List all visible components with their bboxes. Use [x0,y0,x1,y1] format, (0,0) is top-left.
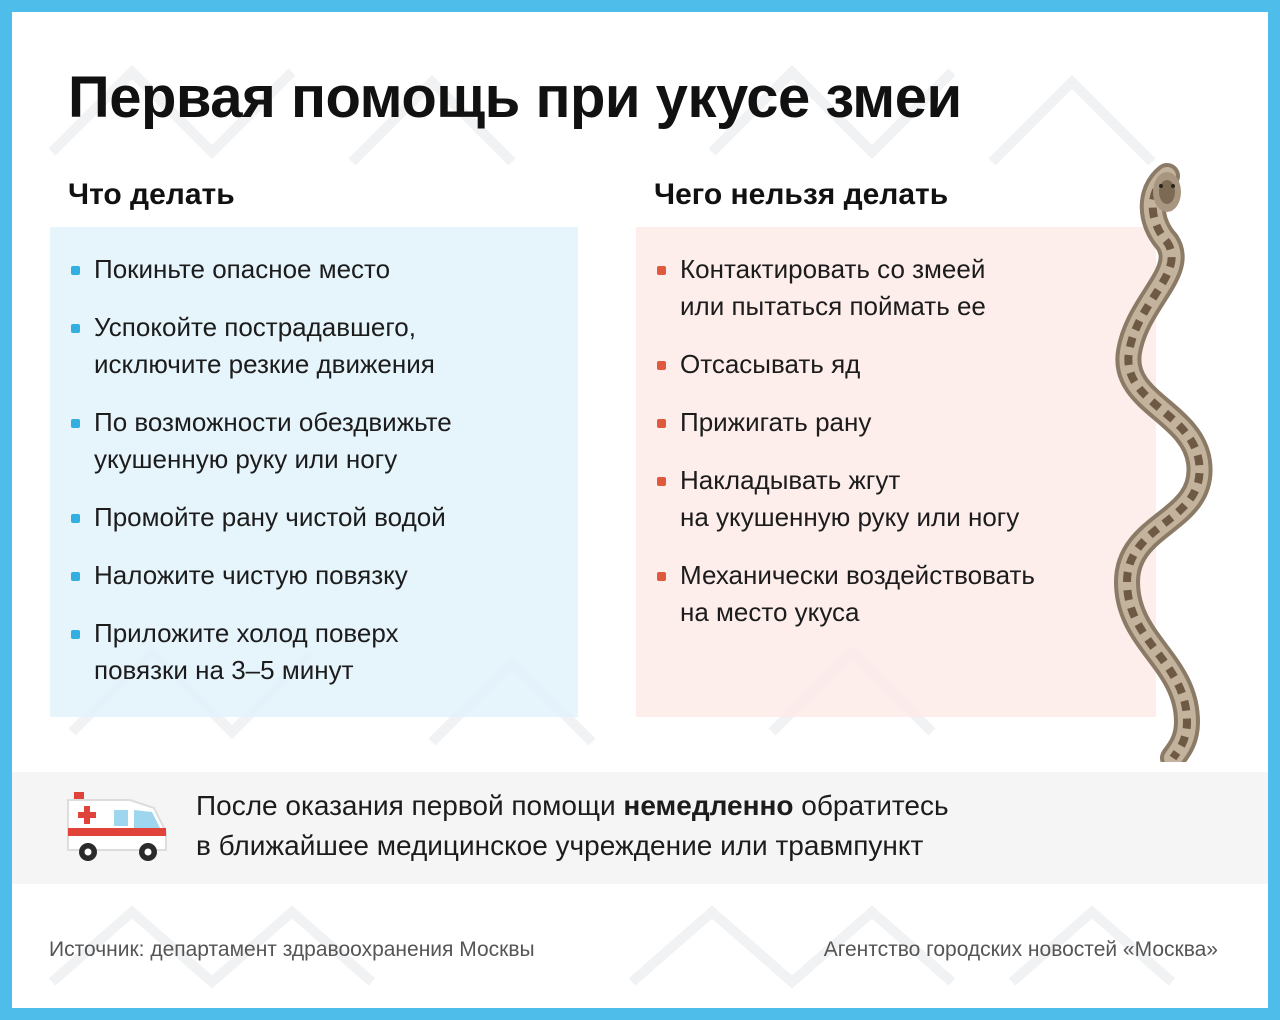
dont-list [680,251,1150,652]
bullet-icon [71,419,80,428]
do-panel [50,227,578,717]
do-item: По возможности обездвижьте укушенную руку или ногу [94,404,564,478]
bullet-icon [657,266,666,275]
do-item: Покиньте опасное место [94,251,564,288]
page-title: Первая помощь при укусе змеи [68,65,962,130]
do-item: Успокойте пострадавшего, исключите резкие движения [94,309,564,383]
notice-banner [12,772,1268,884]
do-item: Промойте рану чистой водой [94,499,564,536]
dont-heading: Чего нельзя делать [654,178,949,211]
do-item: Наложите чистую повязку [94,557,564,594]
dont-item: Контактировать со змеей или пытаться поймать ее [680,251,1150,325]
notice-emphasis: немедленно [623,790,794,821]
bullet-icon [71,514,80,523]
ambulance-icon [64,788,174,864]
bullet-icon [71,324,80,333]
bullet-icon [71,266,80,275]
dont-item: Механически воздействовать на место укуса [680,557,1150,631]
do-heading: Что делать [68,178,235,211]
dont-item: Накладывать жгут на укушенную руку или ногу [680,462,1150,536]
bullet-icon [657,477,666,486]
footer-source: Источник: департамент здравоохранения Москвы [49,938,535,961]
footer-agency: Агентство городских новостей «Москва» [823,938,1218,961]
dont-item: Отсасывать яд [680,346,1150,383]
dont-item: Прижигать рану [680,404,1150,441]
bullet-icon [71,630,80,639]
do-item: Приложите холод поверх повязки на 3–5 минут [94,615,564,689]
bullet-icon [657,361,666,370]
dont-panel [636,227,1156,717]
bullet-icon [657,419,666,428]
snake-illustration [1107,162,1227,762]
infographic-card [12,12,1268,1008]
bullet-icon [657,572,666,581]
bullet-icon [71,572,80,581]
do-list [94,251,564,710]
notice-text: После оказания первой помощи немедленно обратитесь в ближайшее медицинское учреждение или травмпункт [196,790,949,861]
